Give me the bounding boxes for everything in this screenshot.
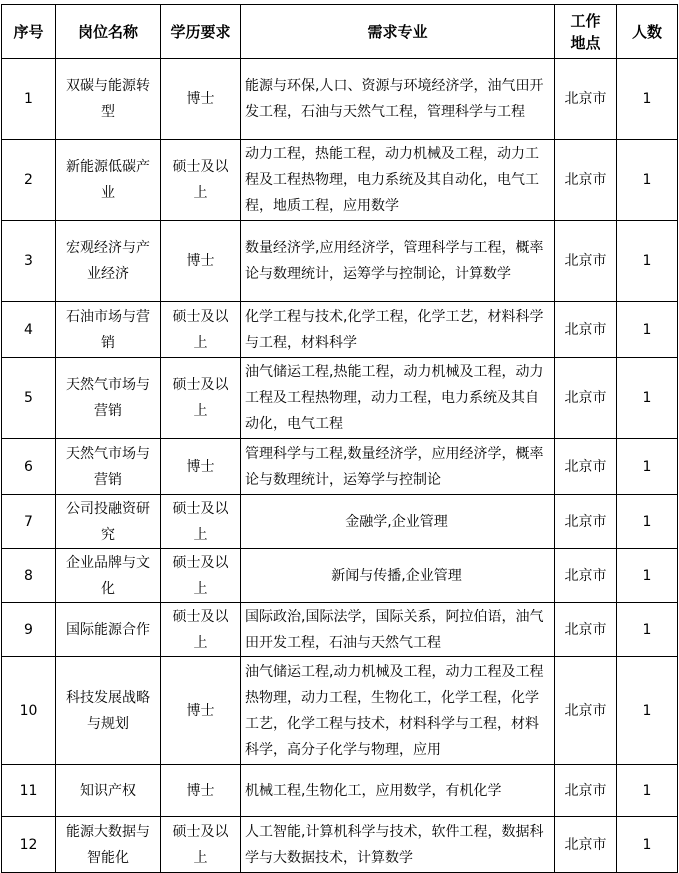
education-text: 硕士及以上 xyxy=(172,500,229,543)
row-major: 金融学,企业管理 xyxy=(241,495,555,549)
education-text: 硕士及以上 xyxy=(172,608,229,651)
education-text: 硕士及以上 xyxy=(172,823,229,866)
row-education xyxy=(161,495,241,549)
row-count: 1 xyxy=(617,221,678,302)
row-location: 北京市 xyxy=(555,817,617,873)
table-row xyxy=(2,603,678,657)
row-index: 7 xyxy=(2,495,56,549)
table-row xyxy=(2,765,678,817)
row-index: 9 xyxy=(2,603,56,657)
row-education xyxy=(161,817,241,873)
recruitment-table xyxy=(1,4,678,873)
row-location: 北京市 xyxy=(555,302,617,358)
table-row xyxy=(2,221,678,302)
table-row xyxy=(2,495,678,549)
row-position xyxy=(56,549,161,603)
position-text: 石油市场与营销 xyxy=(66,308,150,351)
row-education: 博士 xyxy=(161,765,241,817)
row-education xyxy=(161,603,241,657)
row-education xyxy=(161,302,241,358)
row-location: 北京市 xyxy=(555,358,617,439)
row-major: 新闻与传播,企业管理 xyxy=(241,549,555,603)
row-major: 油气储运工程,动力机械及工程，动力工程及工程热物理，动力工程，生物化工，化学工程，化学工艺，化学工程与技术，材料科学与工程，材料科学，高分子化学与物理，应用 xyxy=(241,657,555,765)
row-count: 1 xyxy=(617,765,678,817)
row-education: 博士 xyxy=(161,221,241,302)
row-location: 北京市 xyxy=(555,549,617,603)
education-text: 硕士及以上 xyxy=(172,308,229,351)
row-location: 北京市 xyxy=(555,603,617,657)
row-position xyxy=(56,140,161,221)
row-education: 博士 xyxy=(161,59,241,140)
row-major: 人工智能,计算机科学与技术，软件工程，数据科学与大数据技术，计算数学 xyxy=(241,817,555,873)
row-location: 北京市 xyxy=(555,221,617,302)
education-text: 硕士及以上 xyxy=(172,554,229,597)
row-position xyxy=(56,657,161,765)
table-row xyxy=(2,439,678,495)
row-index: 11 xyxy=(2,765,56,817)
position-text: 宏观经济与产业经济 xyxy=(66,240,150,282)
row-major: 油气储运工程,热能工程，动力机械及工程，动力工程及工程热物理，动力工程，电力系统及其自动化，电气工程 xyxy=(241,358,555,439)
row-major: 化学工程与技术,化学工程，化学工艺，材料科学与工程，材料科学 xyxy=(241,302,555,358)
position-text: 科技发展战略与规划 xyxy=(66,689,150,732)
row-index: 5 xyxy=(2,358,56,439)
row-index: 8 xyxy=(2,549,56,603)
row-count: 1 xyxy=(617,439,678,495)
position-text: 企业品牌与文化 xyxy=(66,554,150,597)
row-position xyxy=(56,439,161,495)
row-count: 1 xyxy=(617,495,678,549)
row-major: 管理科学与工程,数量经济学，应用经济学，概率论与数理统计，运筹学与控制论 xyxy=(241,439,555,495)
row-major: 能源与环保,人口、资源与环境经济学，油气田开发工程，石油与天然气工程，管理科学与工程 xyxy=(241,59,555,140)
row-index: 12 xyxy=(2,817,56,873)
position-text: 公司投融资研究 xyxy=(66,500,150,543)
table-row xyxy=(2,657,678,765)
header-location-text: 工作地点 xyxy=(570,11,601,52)
row-education: 博士 xyxy=(161,439,241,495)
position-text: 新能源低碳产业 xyxy=(66,159,150,201)
row-position xyxy=(56,59,161,140)
table-row xyxy=(2,302,678,358)
row-count: 1 xyxy=(617,817,678,873)
row-education xyxy=(161,358,241,439)
row-index: 2 xyxy=(2,140,56,221)
row-index: 1 xyxy=(2,59,56,140)
table-row xyxy=(2,59,678,140)
row-location: 北京市 xyxy=(555,657,617,765)
row-education xyxy=(161,549,241,603)
row-count: 1 xyxy=(617,603,678,657)
row-major: 动力工程，热能工程，动力机械及工程，动力工程及工程热物理，电力系统及其自动化，电气工程，地质工程，应用数学 xyxy=(241,140,555,221)
header-position: 岗位名称 xyxy=(56,5,161,59)
row-location: 北京市 xyxy=(555,59,617,140)
row-major: 数量经济学,应用经济学，管理科学与工程，概率论与数理统计，运筹学与控制论，计算数学 xyxy=(241,221,555,302)
row-count: 1 xyxy=(617,59,678,140)
header-education: 学历要求 xyxy=(161,5,241,59)
row-location: 北京市 xyxy=(555,140,617,221)
row-position xyxy=(56,221,161,302)
header-row xyxy=(2,5,678,59)
position-text: 天然气市场与营销 xyxy=(66,377,150,419)
table-row xyxy=(2,817,678,873)
row-count: 1 xyxy=(617,358,678,439)
row-education: 博士 xyxy=(161,657,241,765)
row-index: 6 xyxy=(2,439,56,495)
table-row xyxy=(2,549,678,603)
row-education xyxy=(161,140,241,221)
row-index: 4 xyxy=(2,302,56,358)
education-text: 硕士及以上 xyxy=(172,159,229,201)
row-location: 北京市 xyxy=(555,439,617,495)
position-text: 国际能源合作 xyxy=(66,621,150,638)
position-text: 双碳与能源转型 xyxy=(66,78,150,120)
header-count: 人数 xyxy=(617,5,678,59)
header-index: 序号 xyxy=(2,5,56,59)
row-location: 北京市 xyxy=(555,765,617,817)
row-count: 1 xyxy=(617,302,678,358)
row-count: 1 xyxy=(617,657,678,765)
row-index: 10 xyxy=(2,657,56,765)
education-text: 硕士及以上 xyxy=(172,377,229,419)
row-position xyxy=(56,302,161,358)
row-index: 3 xyxy=(2,221,56,302)
row-location: 北京市 xyxy=(555,495,617,549)
table-row xyxy=(2,358,678,439)
row-position xyxy=(56,817,161,873)
row-position xyxy=(56,603,161,657)
row-position xyxy=(56,358,161,439)
position-text: 天然气市场与营销 xyxy=(66,445,150,488)
row-position: 知识产权 xyxy=(56,765,161,817)
row-position xyxy=(56,495,161,549)
row-count: 1 xyxy=(617,140,678,221)
header-major: 需求专业 xyxy=(241,5,555,59)
table-row xyxy=(2,140,678,221)
header-location xyxy=(555,5,617,59)
position-text: 能源大数据与智能化 xyxy=(66,823,150,866)
row-major: 机械工程,生物化工，应用数学，有机化学 xyxy=(241,765,555,817)
row-count: 1 xyxy=(617,549,678,603)
row-major: 国际政治,国际法学，国际关系，阿拉伯语，油气田开发工程，石油与天然气工程 xyxy=(241,603,555,657)
